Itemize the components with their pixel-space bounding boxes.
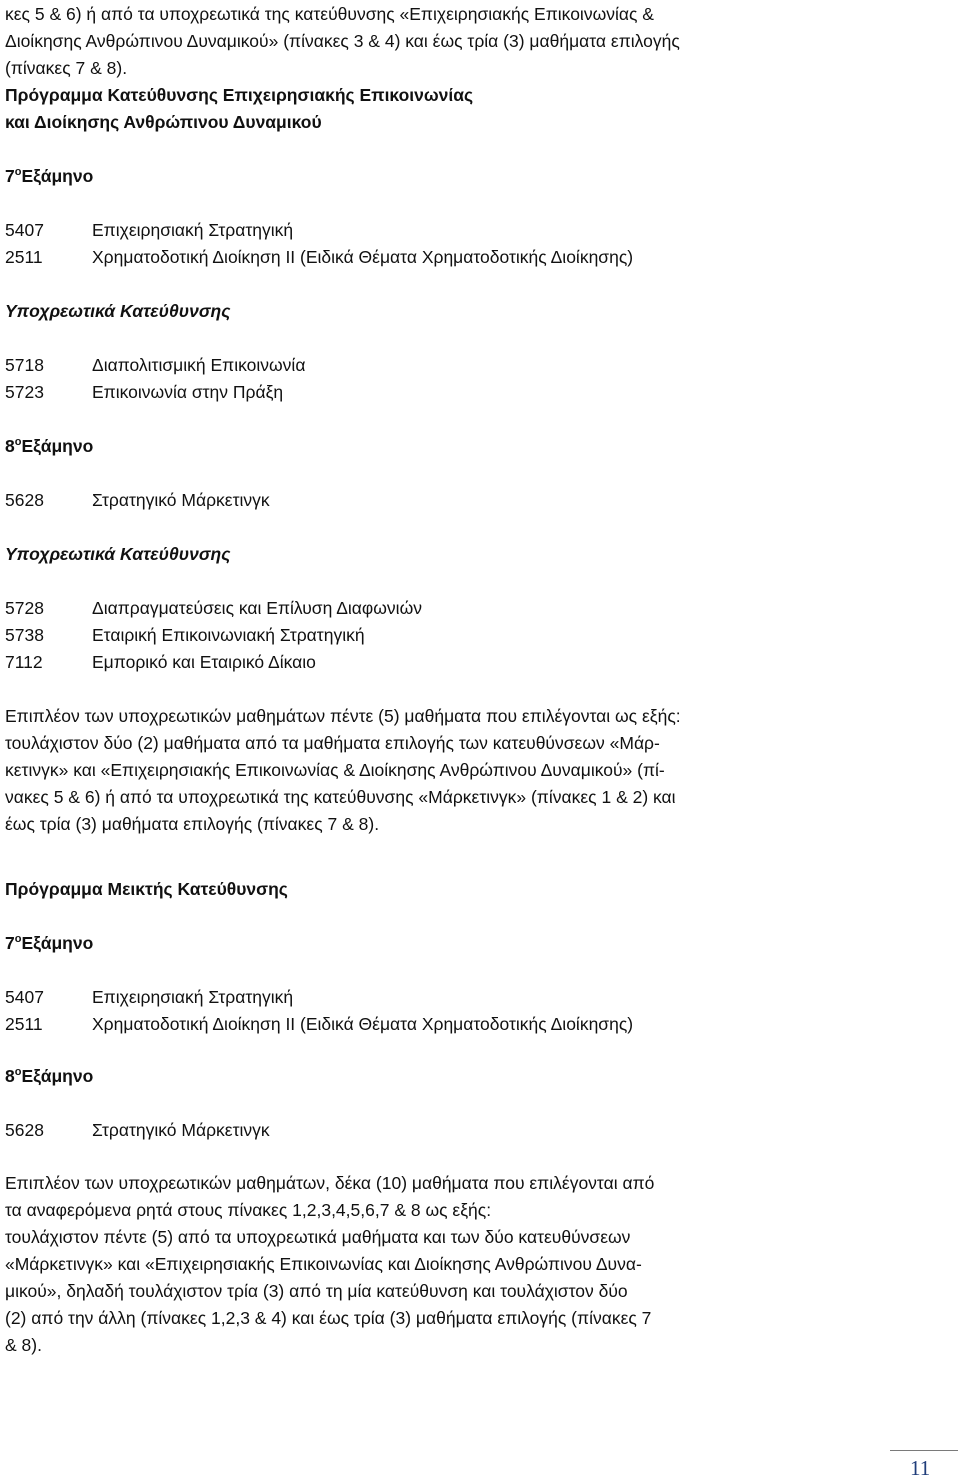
course-name: Στρατηγικό Μάρκετινγκ bbox=[92, 1120, 270, 1140]
course-code: 5407 bbox=[5, 987, 44, 1007]
course-row bbox=[5, 651, 316, 673]
course-code: 7112 bbox=[5, 652, 43, 672]
course-name: Χρηματοδοτική Διοίκηση ΙΙ (Ειδικά Θέματα Χρηματοδοτικής Διοίκησης) bbox=[92, 1014, 634, 1034]
course-row bbox=[5, 246, 633, 268]
semester-number: 8 bbox=[5, 1066, 15, 1086]
semester-heading bbox=[5, 932, 93, 954]
course-row bbox=[5, 1013, 633, 1035]
semester-heading bbox=[5, 165, 93, 187]
paragraph-line: κες 5 & 6) ή από τα υποχρεωτικά της κατεύθυνσης «Επιχειρησιακής Επικοινωνίας & bbox=[5, 4, 654, 24]
course-code: 5407 bbox=[5, 220, 44, 240]
course-code: 5628 bbox=[5, 1120, 44, 1140]
semester-label: Εξάμηνο bbox=[21, 933, 94, 953]
paragraph-line: Επιπλέον των υποχρεωτικών μαθημάτων, δέκα (10) μαθήματα που επιλέγονται από bbox=[5, 1173, 655, 1193]
paragraph-line: τουλάχιστον πέντε (5) από τα υποχρεωτικά μαθήματα και των δύο κατευθύνσεων bbox=[5, 1227, 631, 1247]
course-code: 5718 bbox=[5, 355, 44, 375]
course-code: 5723 bbox=[5, 382, 44, 402]
course-code: 5728 bbox=[5, 598, 44, 618]
course-name: Στρατηγικό Μάρκετινγκ bbox=[92, 490, 270, 510]
semester-label: Εξάμηνο bbox=[21, 436, 94, 456]
course-name: Διαπραγματεύσεις και Επίλυση Διαφωνιών bbox=[92, 598, 422, 618]
course-row bbox=[5, 219, 293, 241]
semester-number: 8 bbox=[5, 436, 15, 456]
paragraph-line: «Μάρκετινγκ» και «Επιχειρησιακής Επικοινωνίας και Διοίκησης Ανθρώπινου Δυνα- bbox=[5, 1254, 642, 1274]
course-name: Εμπορικό και Εταιρικό Δίκαιο bbox=[92, 652, 316, 672]
paragraph-line: μικού», δηλαδή τουλάχιστον τρία (3) από τη μία κατεύθυνση και τουλάχιστον δύο bbox=[5, 1281, 628, 1301]
course-name: Επικοινωνία στην Πράξη bbox=[92, 382, 284, 402]
ordinal-superscript: ο bbox=[14, 933, 22, 946]
semester-number: 7 bbox=[5, 166, 15, 186]
course-code: 5738 bbox=[5, 625, 44, 645]
course-row bbox=[5, 354, 305, 376]
paragraph-line: κετινγκ» και «Επιχειρησιακής Επικοινωνίας & Διοίκησης Ανθρώπινου Δυναμικού» (πί- bbox=[5, 760, 665, 780]
paragraph-line: τουλάχιστον δύο (2) μαθήματα από τα μαθήματα επιλογής των κατευθύνσεων «Μάρ- bbox=[5, 733, 660, 753]
required-heading: Υποχρεωτικά Κατεύθυνσης bbox=[5, 301, 231, 321]
course-row bbox=[5, 624, 365, 646]
course-name: Διαπολιτισμική Επικοινωνία bbox=[92, 355, 306, 375]
program-title: και Διοίκησης Ανθρώπινου Δυναμικού bbox=[5, 112, 322, 132]
paragraph-line: νακες 5 & 6) ή από τα υποχρεωτικά της κατεύθυνσης «Μάρκετινγκ» (πίνακες 1 & 2) και bbox=[5, 787, 676, 807]
semester-heading bbox=[5, 435, 93, 457]
paragraph-line: Διοίκησης Ανθρώπινου Δυναμικού» (πίνακες 3 & 4) και έως τρία (3) μαθήματα επιλογής bbox=[5, 31, 680, 51]
ordinal-superscript: ο bbox=[14, 166, 22, 179]
course-row bbox=[5, 986, 293, 1008]
paragraph-line: (2) από την άλλη (πίνακες 1,2,3 & 4) και έως τρία (3) μαθήματα επιλογής (πίνακες 7 bbox=[5, 1308, 652, 1328]
semester-number: 7 bbox=[5, 933, 15, 953]
paragraph-line: έως τρία (3) μαθήματα επιλογής (πίνακες 7 & 8). bbox=[5, 814, 380, 834]
course-code: 2511 bbox=[5, 247, 43, 267]
semester-label: Εξάμηνο bbox=[21, 166, 94, 186]
course-name: Χρηματοδοτική Διοίκηση ΙΙ (Ειδικά Θέματα Χρηματοδοτικής Διοίκησης) bbox=[92, 247, 634, 267]
program-title: Πρόγραμμα Κατεύθυνσης Επιχειρησιακής Επικοινωνίας bbox=[5, 85, 474, 105]
course-row bbox=[5, 597, 422, 619]
semester-heading bbox=[5, 1065, 93, 1087]
required-heading: Υποχρεωτικά Κατεύθυνσης bbox=[5, 544, 231, 564]
course-name: Επιχειρησιακή Στρατηγική bbox=[92, 987, 294, 1007]
paragraph-line: τα αναφερόμενα ρητά στους πίνακες 1,2,3,4,5,6,7 & 8 ως εξής: bbox=[5, 1200, 492, 1220]
course-row bbox=[5, 381, 283, 403]
ordinal-superscript: ο bbox=[14, 1066, 22, 1079]
paragraph-line: (πίνακες 7 & 8). bbox=[5, 58, 128, 78]
footer-rule bbox=[890, 1450, 958, 1451]
ordinal-superscript: ο bbox=[14, 436, 22, 449]
course-row bbox=[5, 1119, 270, 1141]
paragraph-line: & 8). bbox=[5, 1335, 42, 1355]
course-code: 5628 bbox=[5, 490, 44, 510]
course-row bbox=[5, 489, 270, 511]
paragraph-line: Επιπλέον των υποχρεωτικών μαθημάτων πέντε (5) μαθήματα που επιλέγονται ως εξής: bbox=[5, 706, 681, 726]
page-number: 11 bbox=[910, 1456, 931, 1480]
semester-label: Εξάμηνο bbox=[21, 1066, 94, 1086]
course-name: Επιχειρησιακή Στρατηγική bbox=[92, 220, 294, 240]
program-title: Πρόγραμμα Μεικτής Κατεύθυνσης bbox=[5, 879, 288, 899]
course-name: Εταιρική Επικοινωνιακή Στρατηγική bbox=[92, 625, 365, 645]
course-code: 2511 bbox=[5, 1014, 43, 1034]
